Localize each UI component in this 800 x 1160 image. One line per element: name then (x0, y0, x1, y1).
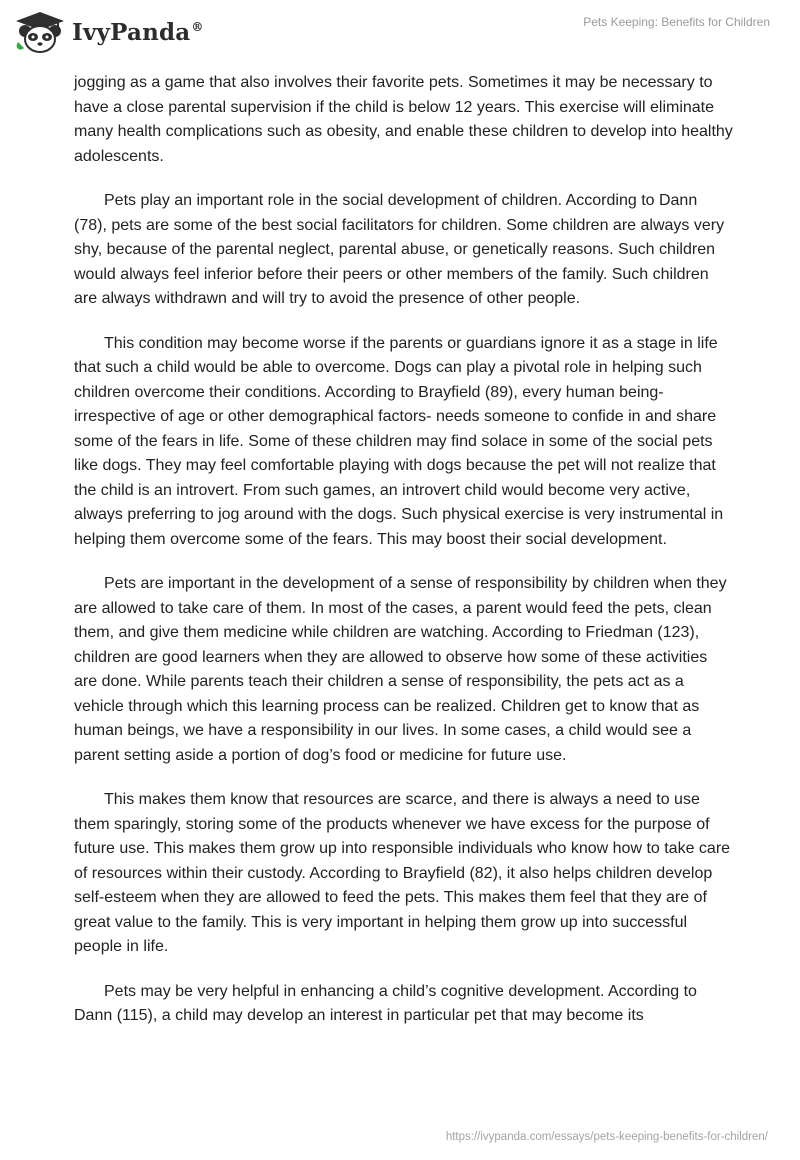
panda-graduate-icon (14, 10, 66, 54)
paragraph-continued: jogging as a game that also involves their favorite pets. Sometimes it may be necessary to have a close parental supervision if the child is below 12 years. This exercise will eliminate many health complications such as obesity, and enable these children to develop into healthy adolescents. (74, 74, 733, 165)
paragraph: Pets play an important role in the social development of children. According to Dann (78), pets are some of the best social facilitators for children. Some children are always very shy, because of the parental neglect, parental abuse, or genetically reasons. Such children would always feel inferior before their peers or other members of the family. Such children are always withdrawn and will try to avoid the presence of other people. (74, 192, 725, 307)
paragraph: This condition may become worse if the parents or guardians ignore it as a stage in life that such a child would be able to overcome. Dogs can play a pivotal role in helping such children overcome their conditions. According to Brayfield (89), every human being- irrespective of age or other demographical factors- needs someone to confide in and share some of the fears in life. Some of these children may find solace in some of the social pets like dogs. They may feel comfortable playing with dogs because the pet will not realize that the child is an introvert. From such games, an introvert child would become very active, always preferring to jog around with the dogs. Such physical exercise is very instrumental in helping them overcome some of the fears. This may boost their social development. (74, 334, 724, 548)
paragraph: Pets may be very helpful in enhancing a child’s cognitive development. According to Dann (115), a child may develop an interest in particular pet that may become its (74, 982, 697, 1024)
registered-mark: ® (191, 19, 204, 34)
paragraph: This makes them know that resources are scarce, and there is always a need to use them sparingly, storing some of the products whenever we have excess for the purpose of future use. This makes them grow up into responsible individuals who know how to take care of resources within their custody. According to Brayfield (82), it also helps children develop self-esteem when they are allowed to feed the pets. This makes them feel that they are of great value to the family. This is very important in helping them grow up into successful people in life. (74, 791, 731, 955)
essay-body (74, 71, 734, 1049)
paragraph: Pets are important in the development of a sense of responsibility by children when they are allowed to take care of them. In most of the cases, a parent would feed the pets, clean them, and give them medicine while children are watching. According to Friedman (123), children are good learners when they are allowed to observe how some of these activities are done. While parents teach their children a sense of responsibility, the pets act as a vehicle through which this learning process can be realized. Children get to know that as human beings, we have a responsibility in our lives. In some cases, a child would see a parent setting aside a portion of dog’s food or medicine for future use. (74, 575, 727, 764)
source-url[interactable]: https://ivypanda.com/essays/pets-keeping-benefits-for-children/ (445, 1131, 768, 1143)
document-title: Pets Keeping: Benefits for Children (583, 15, 770, 29)
brand-logo[interactable] (14, 10, 204, 54)
page-header (0, 0, 800, 70)
brand-name: IvyPanda® (72, 18, 204, 46)
